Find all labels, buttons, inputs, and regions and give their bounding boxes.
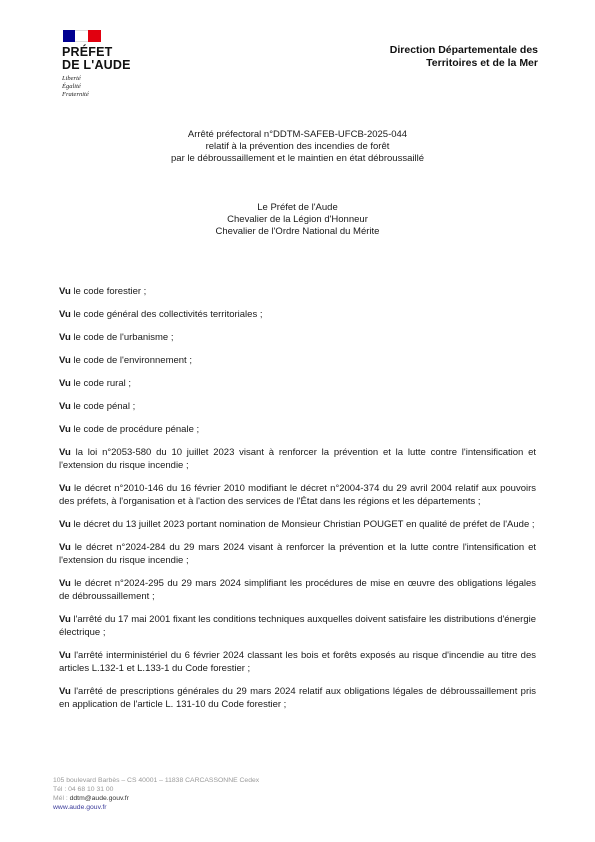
vu-keyword: Vu [59,519,71,530]
decree-title [0,129,595,165]
vu-keyword: Vu [59,378,71,389]
visa-item [59,518,536,531]
footer-email-link[interactable]: ddtm@aude.gouv.fr [69,795,129,802]
visa-text: l'arrêté du 17 mai 2001 fixant les conditions techniques auxquelles doivent satisfaire les distributions d'énergie électrique ; [59,614,536,638]
vu-keyword: Vu [59,401,71,412]
vu-keyword: Vu [59,332,71,343]
footer-mail-label: Mél : [53,795,68,802]
footer-address: 105 boulevard Barbès – CS 40001 – 11838 CARCASSONNE Cedex [53,777,260,784]
vu-keyword: Vu [59,686,71,697]
direction-line: Direction Départementale des [389,44,538,56]
visa-text: le code de l'environnement ; [73,355,192,366]
visa-item [59,446,536,472]
visa-text: le code forestier ; [73,286,147,297]
visa-text: le décret n°2024-295 du 29 mars 2024 simplifiant les procédures de mise en œuvre des obligations légales de débroussaillement ; [59,578,537,602]
visa-text: le décret n°2024-284 du 29 mars 2024 visant à renforcer la prévention et la lutte contre l'intensification et l'extension du risque incendie ; [59,542,537,566]
visa-item [59,354,536,367]
vu-keyword: Vu [59,447,71,458]
visa-text: le code de l'urbanisme ; [73,332,174,343]
visa-text: le décret du 13 juillet 2023 portant nomination de Monsieur Christian POUGET en qualité de préfet de l'Aude ; [73,519,535,530]
visa-item [59,423,536,436]
footer-mail-row [53,794,259,803]
republic-motto [62,75,172,99]
logo-name-line: PRÉFET [62,45,113,59]
logo-name [62,46,172,72]
prefecture-logo [62,30,172,99]
visa-text: le code rural ; [73,378,131,389]
vu-keyword: Vu [59,483,71,494]
vu-keyword: Vu [59,424,71,435]
visa-item [59,685,536,711]
motto-line: Liberté [62,75,81,82]
visa-item [59,613,536,639]
logo-name-line: DE L'AUDE [62,58,131,72]
visa-text: le code pénal ; [73,401,136,412]
vu-keyword: Vu [59,614,71,625]
vu-keyword: Vu [59,650,71,661]
vu-keyword: Vu [59,286,71,297]
visa-item [59,482,536,508]
visa-text: l'arrêté de prescriptions générales du 29 mars 2024 relatif aux obligations légales de débroussaillement pris en application de l'article L. 131-10 du Code forestier ; [59,686,536,710]
vu-keyword: Vu [59,578,71,589]
visa-list [59,285,536,711]
footer-website-link[interactable]: www.aude.gouv.fr [53,804,107,811]
prefect-title-line: Le Préfet de l'Aude [257,202,338,213]
visa-text: le décret n°2010-146 du 16 février 2010 modifiant le décret n°2004-374 du 29 avril 2004 relatif aux pouvoirs des préfets, à l'organisation et à l'action des services de l'État dans les régions et les départements ; [59,483,537,507]
vu-keyword: Vu [59,309,71,320]
prefect-titles [0,202,595,238]
visa-item [59,577,536,603]
vu-keyword: Vu [59,355,71,366]
issuing-direction [390,44,538,70]
motto-line: Fraternité [62,91,89,98]
visa-text: l'arrêté interministériel du 6 février 2024 classant les bois et forêts exposés au risque d'incendie au titre des articles L.132-1 et L.133-1 du Code forestier ; [59,650,536,674]
visa-text: le code de procédure pénale ; [73,424,200,435]
visa-item [59,308,536,321]
prefect-title-line: Chevalier de l'Ordre National du Mérite [215,226,380,237]
french-flag-icon [63,30,101,42]
decree-title-line: Arrêté préfectoral n°DDTM-SAFEB-UFCB-2025-044 [187,129,408,140]
motto-line: Égalité [62,83,81,90]
visa-item [59,285,536,298]
direction-line: Territoires et de la Mer [426,57,538,69]
visa-text: le code général des collectivités territoriales ; [73,309,263,320]
visa-item [59,400,536,413]
visa-text: la loi n°2053-580 du 10 juillet 2023 visant à renforcer la prévention et la lutte contre l'intensification et l'extension du risque incendie ; [59,447,537,471]
page-footer [53,776,259,812]
visa-item [59,541,536,567]
decree-title-line: relatif à la prévention des incendies de forêt [205,141,390,152]
prefect-title-line: Chevalier de la Légion d'Honneur [227,214,368,225]
decree-title-line: par le débroussaillement et le maintien en état débroussaillé [171,153,424,164]
visa-item [59,331,536,344]
visa-item [59,377,536,390]
footer-phone: Tél : 04 68 10 31 00 [53,786,114,793]
vu-keyword: Vu [59,542,71,553]
visa-item [59,649,536,675]
